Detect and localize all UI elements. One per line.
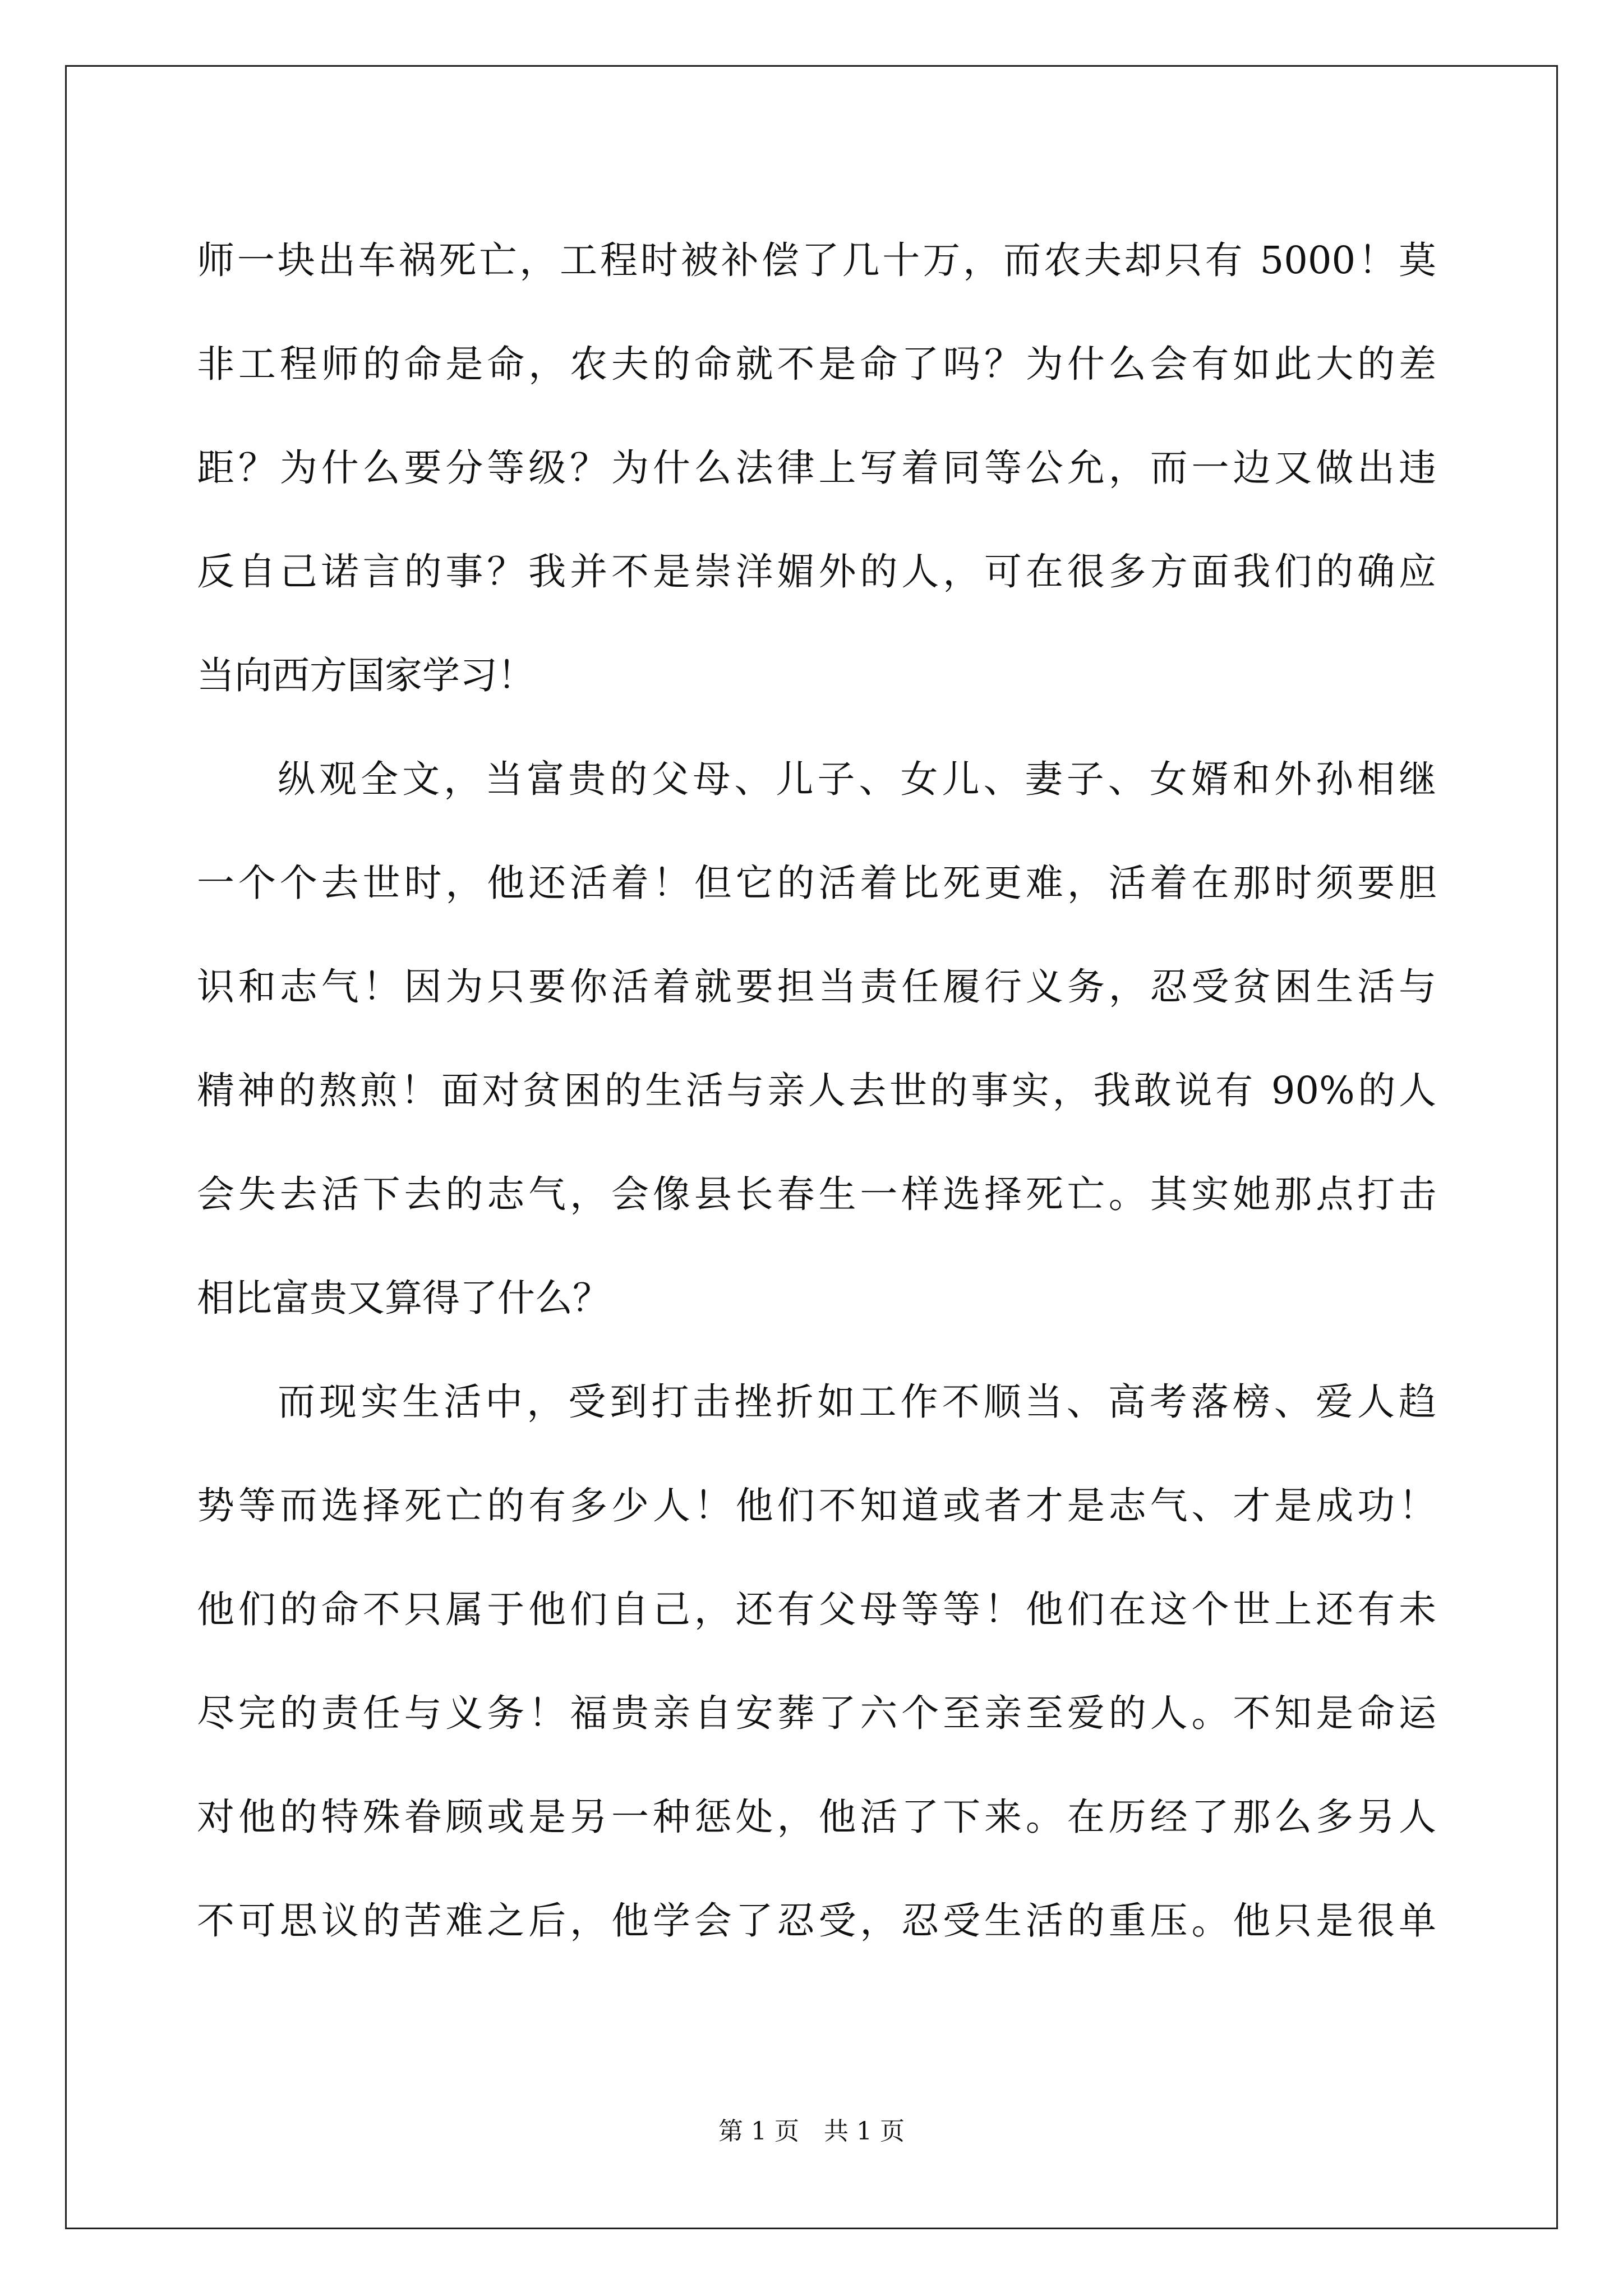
text-line: 当向西方国家学习！ xyxy=(197,654,535,697)
text-line: 势等而选择死亡的有多少人！他们不知道或者才是志气、才是成功！ xyxy=(197,1484,1436,1527)
text-line: 尽完的责任与义务！福贵亲自安葬了六个至亲至爱的人。不知是命运 xyxy=(197,1691,1436,1735)
text-line: 非工程师的命是命，农夫的命就不是命了吗？为什么会有如此大的差 xyxy=(197,342,1436,386)
text-line: 不可思议的苦难之后，他学会了忍受，忍受生活的重压。他只是很单 xyxy=(197,1899,1436,1943)
text-line: 相比富贵又算得了什么？ xyxy=(197,1276,610,1320)
text-line: 反自己诺言的事？我并不是崇洋媚外的人，可在很多方面我们的确应 xyxy=(197,550,1436,593)
text-line: 而现实生活中，受到打击挫折如工作不顺当、高考落榜、爱人趋 xyxy=(278,1380,1436,1424)
text-line: 师一块出车祸死亡，工程时被补偿了几十万，而农夫却只有 5000！莫 xyxy=(197,238,1436,282)
document-body xyxy=(197,209,1436,1973)
text-line: 他们的命不只属于他们自己，还有父母等等！他们在这个世上还有未 xyxy=(197,1588,1436,1631)
text-line: 一个个去世时，他还活着！但它的活着比死更难，活着在那时须要胆 xyxy=(197,861,1436,905)
text-line: 对他的特殊眷顾或是另一种惩处，他活了下来。在历经了那么多另人 xyxy=(197,1795,1436,1839)
page-number-footer: 第 1 页 共 1 页 xyxy=(718,2117,905,2146)
text-line: 会失去活下去的志气，会像县长春生一样选择死亡。其实她那点打击 xyxy=(197,1172,1436,1216)
text-line: 识和志气！因为只要你活着就要担当责任履行义务，忍受贫困生活与 xyxy=(197,965,1436,1009)
text-line: 精神的熬煎！面对贫困的生活与亲人去世的事实，我敢说有 90%的人 xyxy=(197,1069,1436,1112)
text-line: 纵观全文，当富贵的父母、儿子、女儿、妻子、女婿和外孙相继 xyxy=(278,757,1436,801)
text-line: 距？为什么要分等级？为什么法律上写着同等公允，而一边又做出违 xyxy=(197,446,1436,490)
